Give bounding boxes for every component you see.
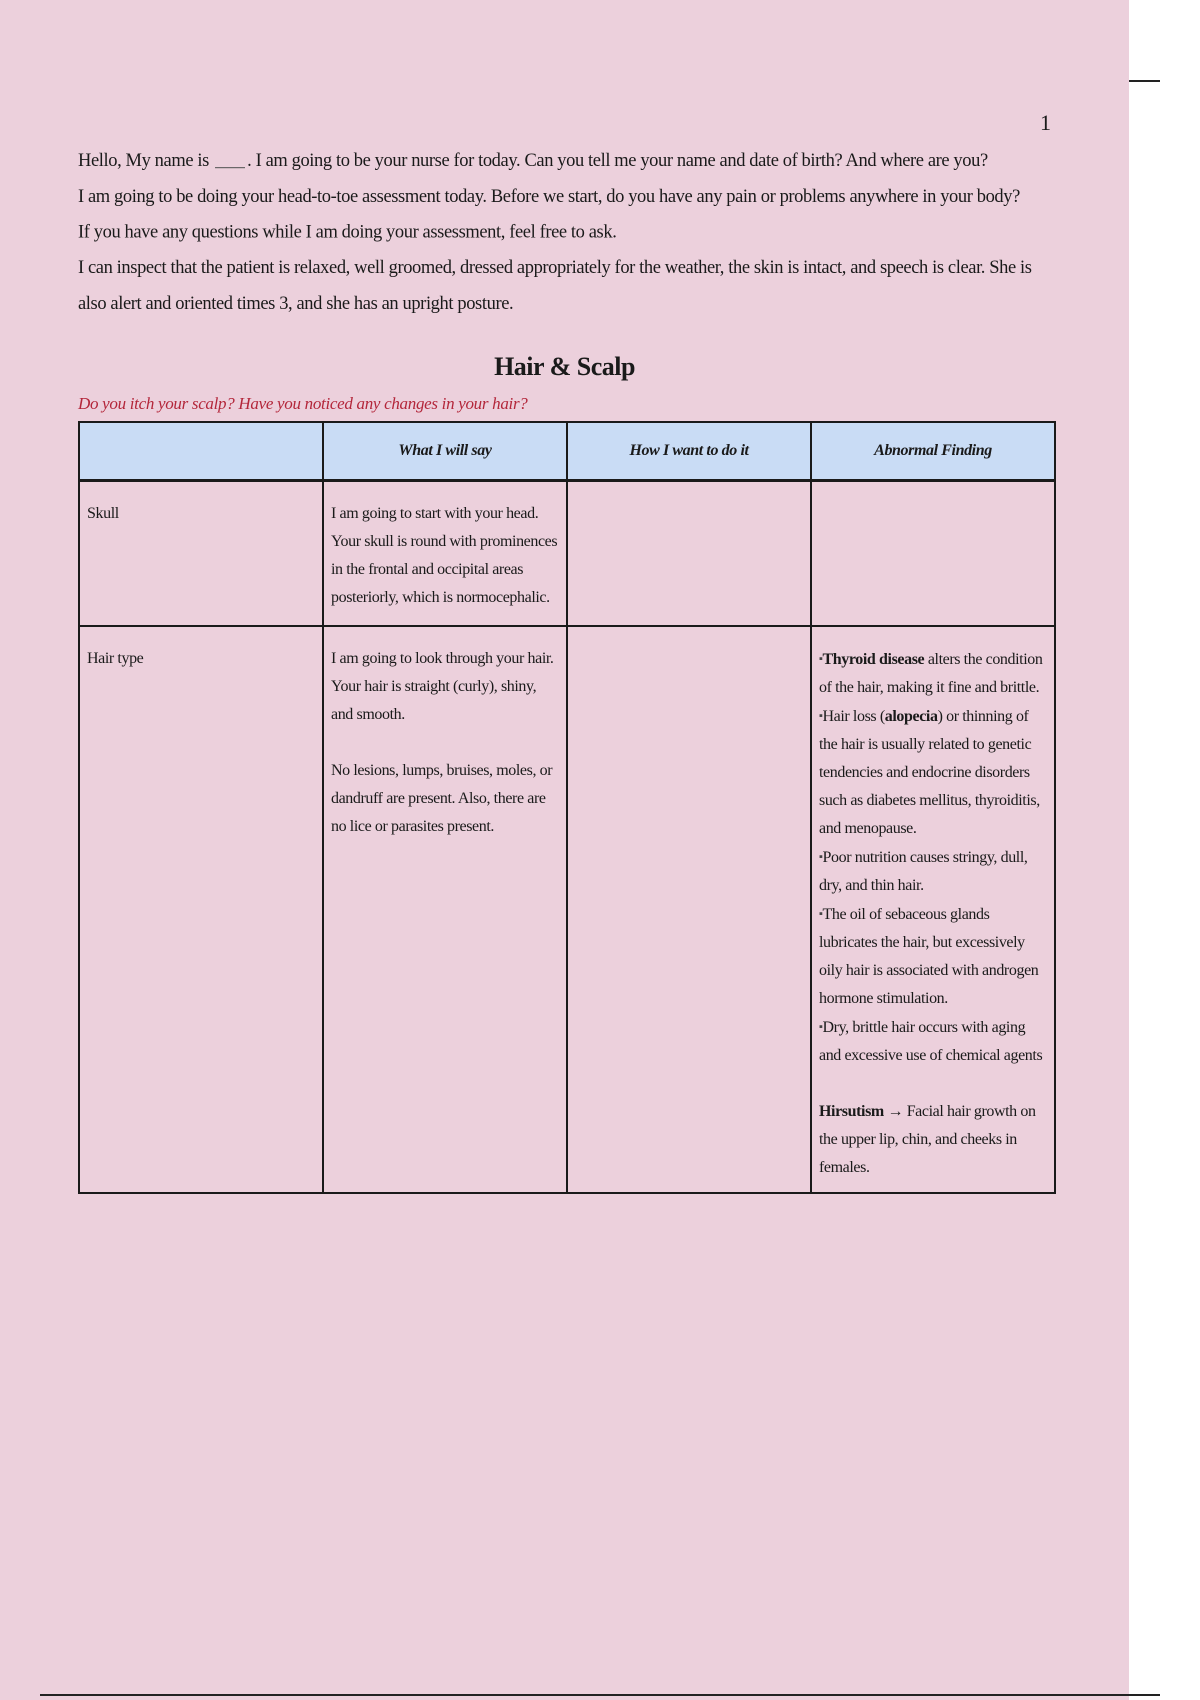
hair-label: Hair type [79, 626, 323, 1193]
section-question: Do you itch your scalp? Have you noticed any changes in your hair? [78, 394, 528, 413]
bullet-icon: ▪ [819, 710, 823, 722]
arrow-icon: → [887, 1103, 904, 1120]
assessment-table [78, 421, 1056, 1194]
abnormal-bullet-2: ▪Hair loss (alopecia) or thinning of the hair is usually related to genetic tendencies and endocrine disorders such as diabetes mellitus, thyroiditis, and menopause. [819, 708, 1040, 837]
header-abnormal-finding: Abnormal Finding [811, 422, 1055, 481]
skull-say: I am going to start with your head. Your skull is round with prominences in the frontal and occipital areas posteriorly, which is normocephalic. [323, 481, 567, 627]
abnormal-term-hirsutism: Hirsutism → Facial hair growth on the upper lip, chin, and cheeks in females. [819, 1103, 1036, 1176]
abnormal-bullet-4: ▪The oil of sebaceous glands lubricates the hair, but excessively oily hair is associated with androgen hormone stimulation. [819, 906, 1039, 1007]
intro-line-1: Hello, My name is . I am going to be your nurse for today. Can you tell me your name and date of birth? And where are you? [78, 150, 988, 172]
skull-label: Skull [79, 481, 323, 627]
hair-abnormal [811, 626, 1055, 1193]
name-blank [215, 150, 245, 168]
abnormal-bullet-1: ▪Thyroid disease alters the condition of the hair, making it fine and brittle. [819, 651, 1043, 696]
skull-abnormal [811, 481, 1055, 627]
page-bottom-rule [40, 1694, 1160, 1696]
intro-line-2: I am going to be doing your head-to-toe assessment today. Before we start, do you have any pain or problems anywhere in your body? [78, 186, 1020, 208]
table-row-skull [79, 481, 1055, 627]
hair-how [567, 626, 811, 1193]
bullet-icon: ▪ [819, 1021, 823, 1033]
intro-line-4: I can inspect that the patient is relaxed, well groomed, dressed appropriately for the weather, the skin is intact, and speech is clear. She is also alert and oriented times 3, and she has an upright posture. [78, 257, 1032, 315]
abnormal-bullet-5: ▪Dry, brittle hair occurs with aging and excessive use of chemical agents [819, 1019, 1043, 1064]
header-what-i-will-say: What I will say [323, 422, 567, 481]
intro-text [78, 143, 1048, 322]
bullet-icon: ▪ [819, 908, 823, 920]
table-row-hair-type [79, 626, 1055, 1193]
skull-how [567, 481, 811, 627]
intro-line-3: If you have any questions while I am doing your assessment, feel free to ask. [78, 221, 617, 243]
hair-say [323, 626, 567, 1193]
bullet-icon: ▪ [819, 851, 823, 863]
hair-say-p2: Your hair is straight (curly), shiny, and smooth. [331, 678, 537, 723]
page-edge-mark [1129, 80, 1160, 82]
table-header-row [79, 422, 1055, 481]
section-title: Hair & Scalp [494, 352, 635, 381]
header-empty [79, 422, 323, 481]
abnormal-bullet-3: ▪Poor nutrition causes stringy, dull, dry, and thin hair. [819, 849, 1028, 894]
hair-say-p1: I am going to look through your hair. [331, 650, 554, 667]
bullet-icon: ▪ [819, 653, 823, 665]
page-number: 1 [1040, 110, 1051, 135]
header-how-i-want-to-do-it: How I want to do it [567, 422, 811, 481]
hair-say-p3: No lesions, lumps, bruises, moles, or dandruff are present. Also, there are no lice or parasites present. [331, 762, 553, 835]
